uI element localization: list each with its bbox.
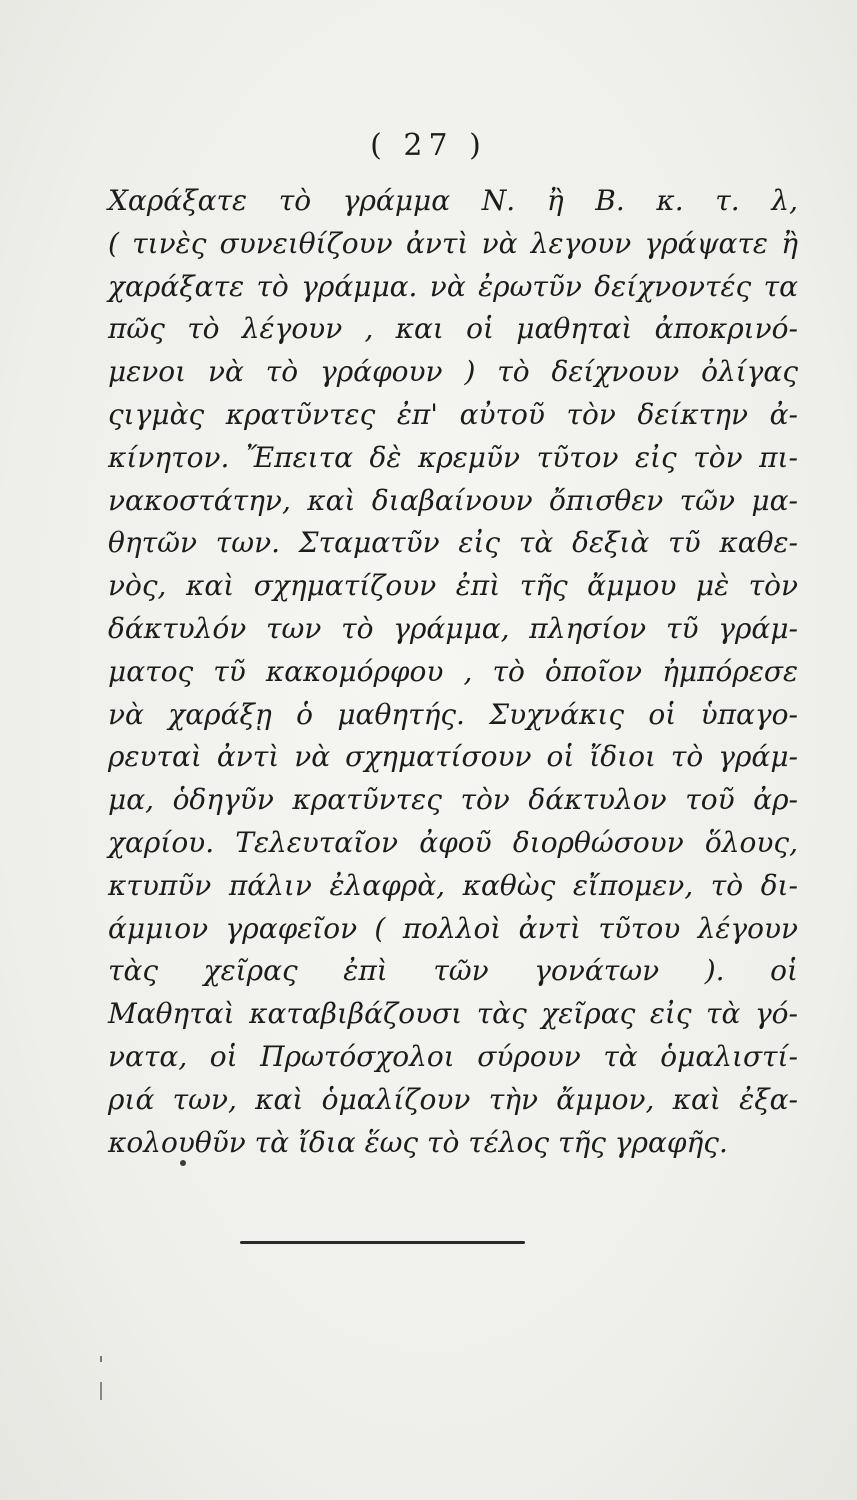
text-line: μενοι νὰ τὸ γράφουν ) τὸ δείχνουν ὀλίγας bbox=[108, 355, 798, 389]
text-line: ρευταὶ ἀντὶ νὰ σχηματίσουν οἱ ἴδιοι τὸ γράμ- bbox=[108, 740, 798, 774]
text-line: κτυπῦν πάλιν ἐλαφρὰ, καθὼς εἴπομεν, τὸ δι- bbox=[108, 868, 798, 902]
margin-mark bbox=[100, 1382, 102, 1400]
text-line: ματος τῦ κακομόρφου , τὸ ὁποῖον ἠμπόρεσε bbox=[108, 654, 798, 688]
text-line: νὰ χαράξῃ ὁ μαθητής. Συχνάκις οἱ ὑπαγο- bbox=[108, 697, 798, 731]
text-line: θητῶν των. Σταματῦν εἰς τὰ δεξιὰ τῦ καθε- bbox=[108, 526, 798, 560]
page-number: ( 27 ) bbox=[370, 128, 487, 163]
text-line: νατα, οἱ Πρωτόσχολοι σύρουν τὰ ὁμαλιστί- bbox=[108, 1039, 798, 1073]
section-end-rule bbox=[240, 1241, 525, 1244]
text-line: τὰς χεῖρας ἐπὶ τῶν γονάτων ). οἱ bbox=[108, 954, 798, 988]
text-line: κολουθῦν τὰ ἴδια ἕως τὸ τέλος τῆς γραφῆς. bbox=[108, 1125, 728, 1159]
text-line: νακοστάτην, καὶ διαβαίνουν ὄπισθεν τῶν μα- bbox=[108, 483, 798, 517]
text-line: κίνητον. Ἔπειτα δὲ κρεμῦν τῦτον εἰς τὸν πι- bbox=[108, 440, 798, 474]
text-line: δάκτυλόν των τὸ γράμμα, πλησίον τῦ γράμ- bbox=[108, 611, 798, 645]
text-line: πῶς τὸ λέγουν , και οἱ μαθηταὶ ἀποκρινό- bbox=[108, 312, 798, 346]
ink-speck bbox=[180, 1160, 186, 1166]
margin-mark bbox=[100, 1356, 102, 1362]
text-line: νὸς, καὶ σχηματίζουν ἐπὶ τῆς ἄμμου μὲ τὸν bbox=[108, 569, 798, 603]
text-line: χαράξατε τὸ γράμμα. νὰ ἐρωτῦν δείχνοντές τα bbox=[108, 269, 798, 303]
text-line: μα, ὁδηγῦν κρατῦντες τὸν δάκτυλον τοῦ ἀρ- bbox=[108, 783, 798, 817]
text-line: ςιγμὰς κρατῦντες ἐπ' αὐτοῦ τὸν δείκτην ἀ- bbox=[108, 397, 798, 431]
text-line: χαρίου. Τελευταῖον ἀφοῦ διορθώσουν ὅλους, bbox=[108, 825, 798, 859]
text-line: Χαράξατε τὸ γράμμα Ν. ἢ Β. κ. τ. λ, bbox=[108, 184, 798, 217]
text-line: άμμιον γραφεῖον ( πολλοὶ ἀντὶ τῦτου λέγουν bbox=[108, 911, 798, 945]
text-line: ( τινὲς συνειθίζουν ἀντὶ νὰ λεγουν γράψατε ἢ bbox=[108, 226, 798, 260]
text-line: ριά των, καὶ ὁμαλίζουν τὴν ἄμμον, καὶ ἐξα- bbox=[108, 1082, 798, 1116]
text-line: Μαθηταὶ καταβιβάζουσι τὰς χεῖρας εἰς τὰ γό- bbox=[108, 997, 798, 1031]
body-text bbox=[108, 180, 798, 1164]
